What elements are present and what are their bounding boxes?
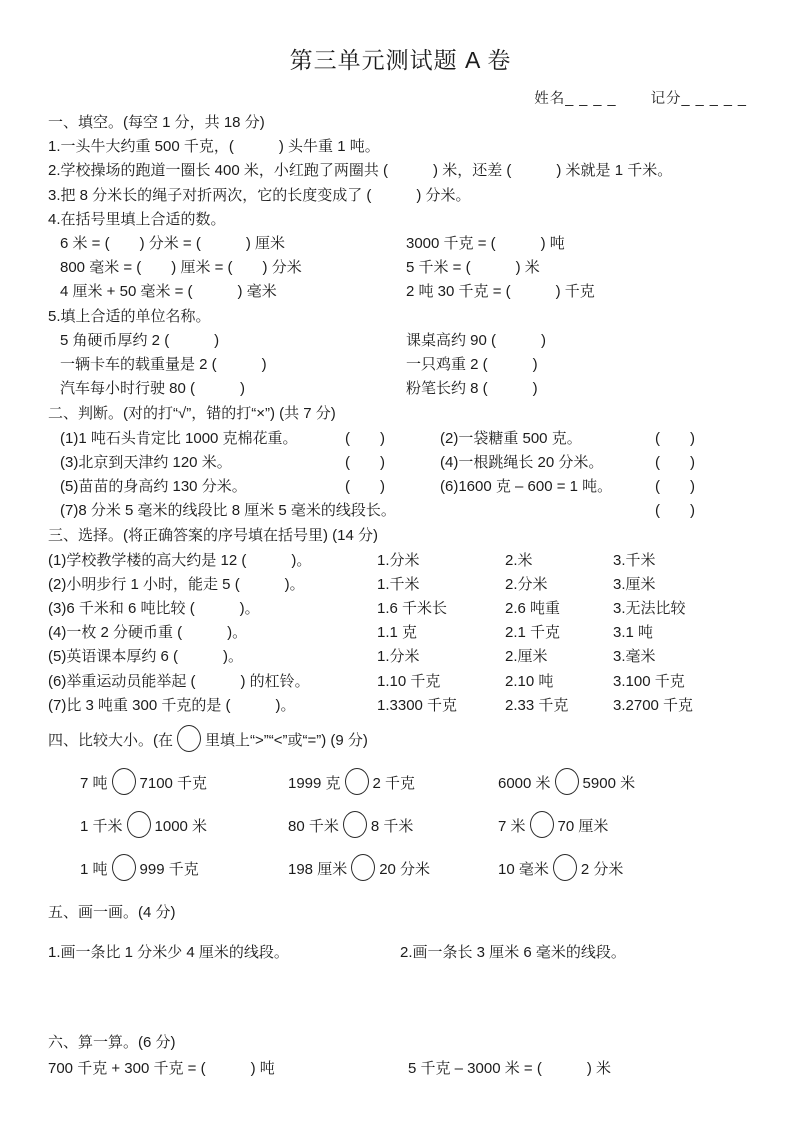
answer-paren: ( ): [345, 453, 385, 471]
fill-cell: 一只鸡重 2 ( ): [406, 356, 538, 374]
choice-option: 1.10 千克: [377, 672, 441, 690]
choice-option: 2.10 吨: [505, 672, 554, 690]
comparison-circle: [343, 811, 367, 838]
section-compare: [48, 724, 753, 885]
fill-cell: 汽车每小时行驶 80 ( ): [60, 380, 246, 398]
answer-paren: ( ): [345, 429, 385, 447]
compare-item: [80, 854, 288, 885]
fill-cell: 6 米 = ( ) 分米 = ( ) 厘米: [60, 235, 286, 253]
compare-heading-pre: 四、比较大小。(在: [48, 732, 173, 750]
section-6-heading: 六、算一算。(6 分): [48, 1034, 176, 1052]
judgment-text: (5)苗苗的身高约 130 分米。: [60, 478, 247, 496]
page-title: 第三单元测试题 A 卷: [289, 47, 512, 73]
compare-right: 1000 米: [154, 818, 208, 836]
choice-question: (4)一枚 2 分硬币重 ( )。: [48, 624, 248, 642]
choice-option: 2.1 千克: [505, 624, 561, 642]
fill-cell: 800 毫米 = ( ) 厘米 = ( ) 分米: [60, 259, 302, 277]
choice-option: 3.无法比较: [613, 600, 686, 618]
choice-row: [48, 597, 753, 621]
choice-question: (3)6 千米和 6 吨比较 ( )。: [48, 600, 260, 618]
comparison-circle: [112, 854, 136, 881]
judgment-row: [48, 499, 753, 523]
compare-row: [80, 854, 753, 885]
fill-cell: 5 千米 = ( ) 米: [406, 259, 540, 277]
choice-option: 3.100 千克: [613, 672, 685, 690]
answer-paren: ( ): [655, 478, 695, 496]
name-score-row: [48, 88, 753, 110]
choice-question: (7)比 3 吨重 300 千克的是 ( )。: [48, 696, 296, 714]
compare-right: 70 厘米: [557, 818, 609, 836]
choice-option: 2.米: [505, 551, 533, 569]
choice-row: [48, 573, 753, 597]
compare-item: [498, 811, 753, 842]
question-1-5: 5.填上合适的单位名称。: [48, 307, 211, 325]
choice-option: 1.1 克: [377, 624, 418, 642]
comparison-circle: [530, 811, 554, 838]
fill-row: [48, 329, 753, 353]
calc-task: 700 千克 + 300 千克 = ( ) 吨: [48, 1059, 275, 1077]
answer-paren: ( ): [345, 478, 385, 496]
question-1-4: 4.在括号里填上合适的数。: [48, 210, 226, 228]
section-fill-blanks: [48, 111, 753, 401]
choice-question: (6)举重运动员能举起 ( ) 的杠铃。: [48, 672, 310, 690]
compare-right: 2 分米: [580, 861, 624, 879]
choice-option: 3.千米: [613, 551, 656, 569]
section-4-heading: [48, 724, 753, 758]
section-1-heading: 一、填空。(每空 1 分，共 18 分): [48, 114, 265, 131]
comparison-circle: [127, 811, 151, 838]
answer-paren: ( ): [655, 453, 695, 471]
compare-item: [288, 854, 498, 885]
judgment-text: (6)1600 克 – 600 = 1 吨。: [440, 478, 613, 496]
compare-left: 7 米: [498, 818, 526, 836]
section-choice: [48, 524, 753, 718]
choice-question: (2)小明步行 1 小时，能走 5 ( )。: [48, 575, 305, 593]
fill-cell: 粉笔长约 8 ( ): [406, 380, 538, 398]
choice-question: (5)英语课本厚约 6 ( )。: [48, 648, 244, 666]
fill-row: [48, 232, 753, 256]
compare-right: 20 分米: [379, 861, 431, 879]
compare-right: 2 千克: [372, 775, 416, 793]
choice-row: [48, 621, 753, 645]
fill-cell: 课桌高约 90 ( ): [406, 331, 547, 349]
choice-option: 3.2700 千克: [613, 696, 694, 714]
fill-row: [48, 280, 753, 304]
question-1-2: 2.学校操场的跑道一圈长 400 米，小红跑了两圈共 ( ) 米，还差 ( ) 米就是 1 千米。: [48, 162, 673, 180]
compare-right: 8 千米: [370, 818, 414, 836]
question-1-1: 1.一头牛大约重 500 千克，( ) 头牛重 1 吨。: [48, 138, 380, 156]
compare-left: 1 千米: [80, 818, 123, 836]
compare-item: [288, 768, 498, 799]
choice-option: 1.分米: [377, 648, 420, 666]
fill-row: [48, 256, 753, 280]
compare-left: 198 厘米: [288, 861, 348, 879]
fill-cell: 一辆卡车的载重量是 2 ( ): [60, 356, 267, 374]
choice-option: 1.千米: [377, 575, 420, 593]
section-calculate: [48, 1031, 753, 1080]
judgment-text: (4)一根跳绳长 20 分米。: [440, 453, 604, 471]
compare-left: 6000 米: [498, 775, 551, 793]
choice-option: 2.分米: [505, 575, 548, 593]
fill-cell: 3000 千克 = ( ) 吨: [406, 235, 565, 253]
section-draw: [48, 901, 753, 965]
choice-question: (1)学校教学楼的高大约是 12 ( )。: [48, 551, 312, 569]
comparison-circle: [351, 854, 375, 881]
compare-heading-post: 里填上“>”“<”或“=”) (9 分): [205, 732, 368, 750]
choice-row: [48, 670, 753, 694]
comparison-circle: [553, 854, 577, 881]
compare-left: 80 千米: [288, 818, 339, 836]
choice-option: 3.厘米: [613, 575, 656, 593]
answer-paren: ( ): [655, 429, 695, 447]
score-blank: 记分_ _ _ _ _: [650, 91, 747, 107]
comparison-circle: [555, 768, 579, 795]
compare-item: [498, 768, 753, 799]
circle-symbol-icon: [177, 725, 201, 752]
judgment-text: (2)一袋糖重 500 克。: [440, 429, 582, 447]
compare-grid: [48, 768, 753, 885]
section-5-heading: 五、画一画。(4 分): [48, 904, 176, 922]
compare-right: 7100 千克: [139, 775, 208, 793]
compare-item: [288, 811, 498, 842]
compare-item: [80, 768, 288, 799]
compare-item: [498, 854, 753, 885]
compare-left: 1999 克: [288, 775, 341, 793]
choice-row: [48, 694, 753, 718]
judgment-text: (1)1 吨石头肯定比 1000 克棉花重。: [60, 429, 298, 447]
choice-option: 1.分米: [377, 551, 420, 569]
choice-option: 2.6 吨重: [505, 600, 561, 618]
compare-item: [80, 811, 288, 842]
choice-option: 3.1 吨: [613, 624, 654, 642]
compare-right: 5900 米: [582, 775, 636, 793]
choice-option: 3.毫米: [613, 648, 656, 666]
draw-task: 2.画一条长 3 厘米 6 毫米的线段。: [400, 944, 626, 962]
choice-row: [48, 645, 753, 669]
compare-row: [80, 768, 753, 799]
judgment-row: [48, 451, 753, 475]
judgment-text: (3)北京到天津约 120 米。: [60, 453, 232, 471]
fill-cell: 4 厘米 + 50 毫米 = ( ) 毫米: [60, 283, 277, 301]
judgment-row: [48, 475, 753, 499]
section-judgment: [48, 402, 753, 523]
fill-cell: 2 吨 30 千克 = ( ) 千克: [406, 283, 595, 301]
comparison-circle: [345, 768, 369, 795]
draw-row: [48, 941, 753, 965]
answer-paren: ( ): [655, 502, 695, 520]
fill-cell: 5 角硬币厚约 2 ( ): [60, 331, 220, 349]
choice-option: 1.3300 千克: [377, 696, 458, 714]
compare-row: [80, 811, 753, 842]
compare-left: 7 吨: [80, 775, 108, 793]
section-2-heading: 二、判断。(对的打“√”，错的打“×”) (共 7 分): [48, 405, 336, 423]
choice-row: [48, 549, 753, 573]
name-blank: 姓名_ _ _ _: [534, 91, 617, 107]
compare-left: 1 吨: [80, 861, 108, 879]
compare-right: 999 千克: [139, 861, 199, 879]
judgment-row: [48, 427, 753, 451]
section-3-heading: 三、选择。(将正确答案的序号填在括号里) (14 分): [48, 527, 379, 545]
choice-option: 2.33 千克: [505, 696, 569, 714]
comparison-circle: [112, 768, 136, 795]
fill-row: [48, 353, 753, 377]
calc-task: 5 千克 – 3000 米 = ( ) 米: [408, 1059, 611, 1077]
choice-option: 2.厘米: [505, 648, 548, 666]
compare-left: 10 毫米: [498, 861, 549, 879]
question-1-3: 3.把 8 分米长的绳子对折两次，它的长度变成了 ( ) 分米。: [48, 186, 471, 204]
judgment-text: (7)8 分米 5 毫米的线段比 8 厘米 5 毫米的线段长。: [60, 502, 396, 520]
calc-row: [48, 1057, 753, 1081]
choice-option: 1.6 千米长: [377, 600, 448, 618]
fill-row: [48, 377, 753, 401]
draw-task: 1.画一条比 1 分米少 4 厘米的线段。: [48, 944, 289, 962]
